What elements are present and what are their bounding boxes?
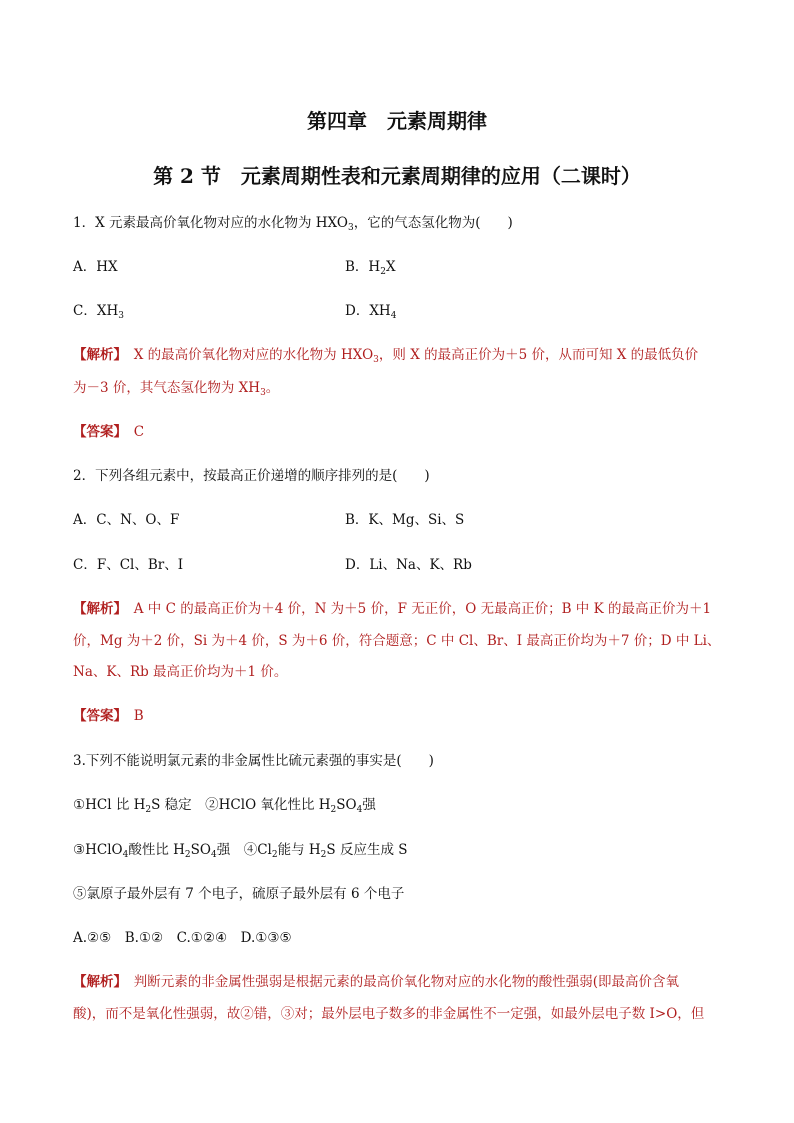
chapter-title: 第四章 元素周期律 bbox=[307, 109, 487, 133]
q2-analysis-line-3: Na、K、Rb 最高正价均为＋1 价。 bbox=[73, 664, 288, 680]
q1-option-b: B．$H_2X$ bbox=[345, 259, 396, 277]
q2-stem: 2．下列各组元素中，按最高正价递增的顺序排列的是( ) bbox=[73, 468, 430, 484]
q2-option-d: D．Li、Na、K、Rb bbox=[345, 557, 472, 573]
q2-option-b: B．K、Mg、Si、S bbox=[345, 512, 465, 528]
q1-answer: 【答案】 C bbox=[73, 424, 145, 440]
q3-statements-1-2: ①HCl 比 $H_2S$ 稳定 ②HClO 氧化性比 $H_2SO_4$强 bbox=[73, 797, 376, 815]
analysis-tag: 【解析】 bbox=[73, 347, 121, 363]
q1-option-a: A．HX bbox=[73, 259, 118, 275]
q2-answer: 【答案】 B bbox=[73, 708, 144, 724]
q2-analysis-line-2: 价，Mg 为＋2 价，Si 为＋4 价，S 为＋6 价，符合题意；C 中 Cl、Br、I 最高正价均为＋7 价；D 中 Li、 bbox=[73, 633, 721, 649]
q3-analysis-line-2: 酸)，而不是氧化性强弱，故②错，③对；最外层电子数多的非金属性不一定强，如最外层电子数 I>O，但 bbox=[73, 1006, 705, 1022]
analysis-tag: 【解析】 bbox=[73, 601, 121, 617]
q3-stem: 3.下列不能说明氯元素的非金属性比硫元素强的事实是( ) bbox=[73, 753, 434, 769]
q1-stem: 1．X 元素最高价氧化物对应的水化物为 $HXO_3$，它的气态氢化物为( ) bbox=[73, 215, 513, 233]
q2-option-c: C．F、Cl、Br、I bbox=[73, 557, 184, 573]
q1-analysis-line-2: 为－3 价，其气态氢化物为 $XH_3$。 bbox=[73, 380, 280, 398]
section-title: 第 2 节 元素周期性表和元素周期律的应用（二课时） bbox=[153, 164, 641, 188]
q3-options: A.②⑤ B.①② C.①②④ D.①③⑤ bbox=[73, 930, 292, 946]
q3-statements-3-4: ③HClO$_4$酸性比 $H_2SO_4$强 $④Cl_2$能与 $H_2S$ 反应生成 S bbox=[73, 842, 408, 860]
q3-statement-5: ⑤氯原子最外层有 7 个电子，硫原子最外层有 6 个电子 bbox=[73, 886, 405, 902]
analysis-tag: 【解析】 bbox=[73, 974, 121, 990]
answer-tag: 【答案】 bbox=[73, 424, 121, 440]
q1-option-d: D．$XH_4$ bbox=[345, 303, 397, 321]
q1-analysis-line-1: 【解析】 X 的最高价氧化物对应的水化物为 $HXO_3$，则 X 的最高正价为＋5 价，从而可知 X 的最低负价 bbox=[73, 347, 699, 365]
answer-tag: 【答案】 bbox=[73, 708, 121, 724]
q2-option-a: A．C、N、O、F bbox=[73, 512, 180, 528]
q2-analysis-line-1: 【解析】 A 中 C 的最高正价为＋4 价，N 为＋5 价，F 无正价，O 无最高正价；B 中 K 的最高正价为＋1 bbox=[73, 601, 712, 617]
q3-analysis-line-1: 【解析】 判断元素的非金属性强弱是根据元素的最高价氧化物对应的水化物的酸性强弱(即最高价含氧 bbox=[73, 974, 680, 990]
q1-option-c: C．$XH_3$ bbox=[73, 303, 124, 321]
